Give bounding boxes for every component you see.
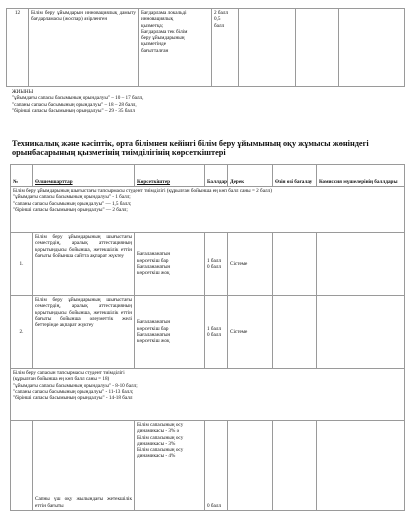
totals-line: "біріншi сапасы басымының орындалуы" – 29 - 35 балл [12,107,135,114]
points-line: балл [214,22,225,29]
block-intro-row [11,369,405,421]
commission-score-cell [317,233,405,296]
totals-line: "сапаны сапасы басымының орындалуы" – 18 – 28 балл, [12,101,137,108]
criteria-line: бағытталған [141,47,169,54]
criteria-line: Бағдарлама локальді [141,10,187,16]
block-intro-line: "ұйымдағы сапасы басымының орындалуы" - 8-10 балл; [13,382,138,389]
block-intro-line: "біріншi сапасы басымының орындалуы" — 2 балл; [13,206,128,213]
header-commission: Комиссия мүшелерінің баллдары [317,165,405,187]
criteria-line: көрсеткіш жоқ [137,338,170,345]
source-cell: Сістеме [228,233,273,296]
commission-score-cell [317,421,405,511]
self-score-cell [273,233,317,296]
points-line: 2 балл [214,10,229,16]
points-cell [205,296,228,369]
block-intro-line: "сапаны сапасы басымының орындалуы" - 11-13 балл; [13,388,134,395]
criteria-line: Бағалананатын [137,251,171,258]
table-row [11,421,405,511]
source-cell [228,421,273,511]
table-row [7,9,405,87]
points-line: 1 балл [207,325,222,332]
block-intro-line: "біріншi сапасы басымының орындалуы" - 14-18 балл [13,395,133,402]
block-intro-line: "ұйымдағы сапасы басымының орындалуы" - 1 балл; [13,194,131,201]
block-intro-line: "сапаны сапасы басымының орындалуы" — 1,5 балл; [13,200,132,207]
criteria-cell [139,9,212,87]
header-self: Өзін өзі бағалау [273,165,317,187]
block-intro [11,187,405,233]
criteria-line: Білім сапасының оcу [137,447,184,454]
table-row [11,233,405,296]
criteria-line: Білім сапасының оcу [137,434,184,441]
points-cell [205,233,228,296]
criteria-cell [135,233,205,296]
header-criteria: Көрсеткіштер [135,165,205,187]
section-title: Техникалық және кәсіптік, орта білімнен кейінгі білім беру ұйымының оқу жұмысы жөніндегі орынбасарының қызметінің тиімділігінің көрсеткіштері [12,139,369,158]
header-indicator: Өлшемшарттар [33,165,135,187]
criteria-table-continued [6,8,405,87]
indicator-cell: Білім беру ұйымдарының шығыстағы семестрдің, аралық аттестацияның қорытындысы бойынша, жетекшілік еттін бағыты бойынша әлеуметтік желі беттерінде ақпарат жүктеу [33,296,135,369]
block-intro-line: Білім беру сапасын тапсырмасы студент тиімділігі [13,370,125,376]
criteria-cell [135,421,205,511]
table-row [11,296,405,369]
indicator-cell: Сапны үш оқу жылындағы жетекшілік еттін бағыты [33,421,135,511]
empty-cell [339,9,405,87]
points-line: 1 балл [207,257,222,264]
points-line: 0,5 [214,16,221,23]
points-line: 0 балл [207,502,222,509]
points-line: 0 балл [207,264,222,270]
empty-cell [296,9,339,87]
totals-label: ЖИЫНЫ [12,89,34,95]
source-cell: Сістеме [228,296,273,369]
row-number [11,421,33,511]
self-score-cell [273,296,317,369]
criteria-cell [135,296,205,369]
totals-line: "ұйымдағы сапасы басымының орындалуы" – 10 – 17 балл, [12,95,144,102]
criteria-line: қызметінде [141,41,166,48]
block-intro-line: (құрылған бойынша ең көп балл саны = 18) [13,376,110,383]
table-header-row [11,165,405,187]
criteria-line: динамикасы - 3% [137,440,176,447]
points-cell [205,421,228,511]
indicator-cell: Білім беру ұйымдарын инновациялық дамыту бағдарламасы (жоспар) әзірленген [29,9,139,87]
criteria-line: Білім сапасының оcу [137,422,184,428]
criteria-line: динамикасы - 3% ә [137,428,179,435]
self-score-cell [273,421,317,511]
criteria-line: Бағалананатын [137,264,171,270]
header-num: № [11,165,33,187]
points-cell [212,9,239,87]
totals-block [12,89,143,114]
empty-cell [239,9,296,87]
criteria-line: инновациялық [141,16,174,23]
row-number: 12 [7,9,29,87]
criteria-table [10,164,405,511]
indicator-cell: Білім беру ұйымдарының шығыстағы семестрдің, аралық аттестацияның қорытындысы бойынша, жетекшілік еттін бағыты бойынша сайтта ақпарат жүктеу [33,233,135,296]
points-line: 0 балл [207,332,222,338]
block-intro-row [11,187,405,233]
criteria-line: көрсеткіш бар [137,325,169,332]
block-intro-line: Білім беру ұйымдарының шығыстағы тапсырмасы студент тиімділігі (құрылған бойынша ең көп балл саны = 2 балл) [13,188,272,194]
criteria-line: Бағдарлама тек білім [141,28,188,35]
criteria-line: Бағалананатын [137,319,171,326]
commission-score-cell [317,296,405,369]
row-number: 1. [11,233,33,296]
row-number: 2. [11,296,33,369]
criteria-line: динамикасы - 4% [137,453,176,460]
block-intro [11,369,405,421]
header-points: Баллдар [205,165,228,187]
criteria-line: көрсеткіш жоқ [137,270,170,277]
criteria-line: Бағалананатын [137,332,171,338]
criteria-line: көрсеткіш бар [137,257,169,264]
criteria-line: беру ұйымдарының [141,35,185,42]
criteria-line: қызметқа; [141,22,164,29]
header-source: Дерек [228,165,273,187]
